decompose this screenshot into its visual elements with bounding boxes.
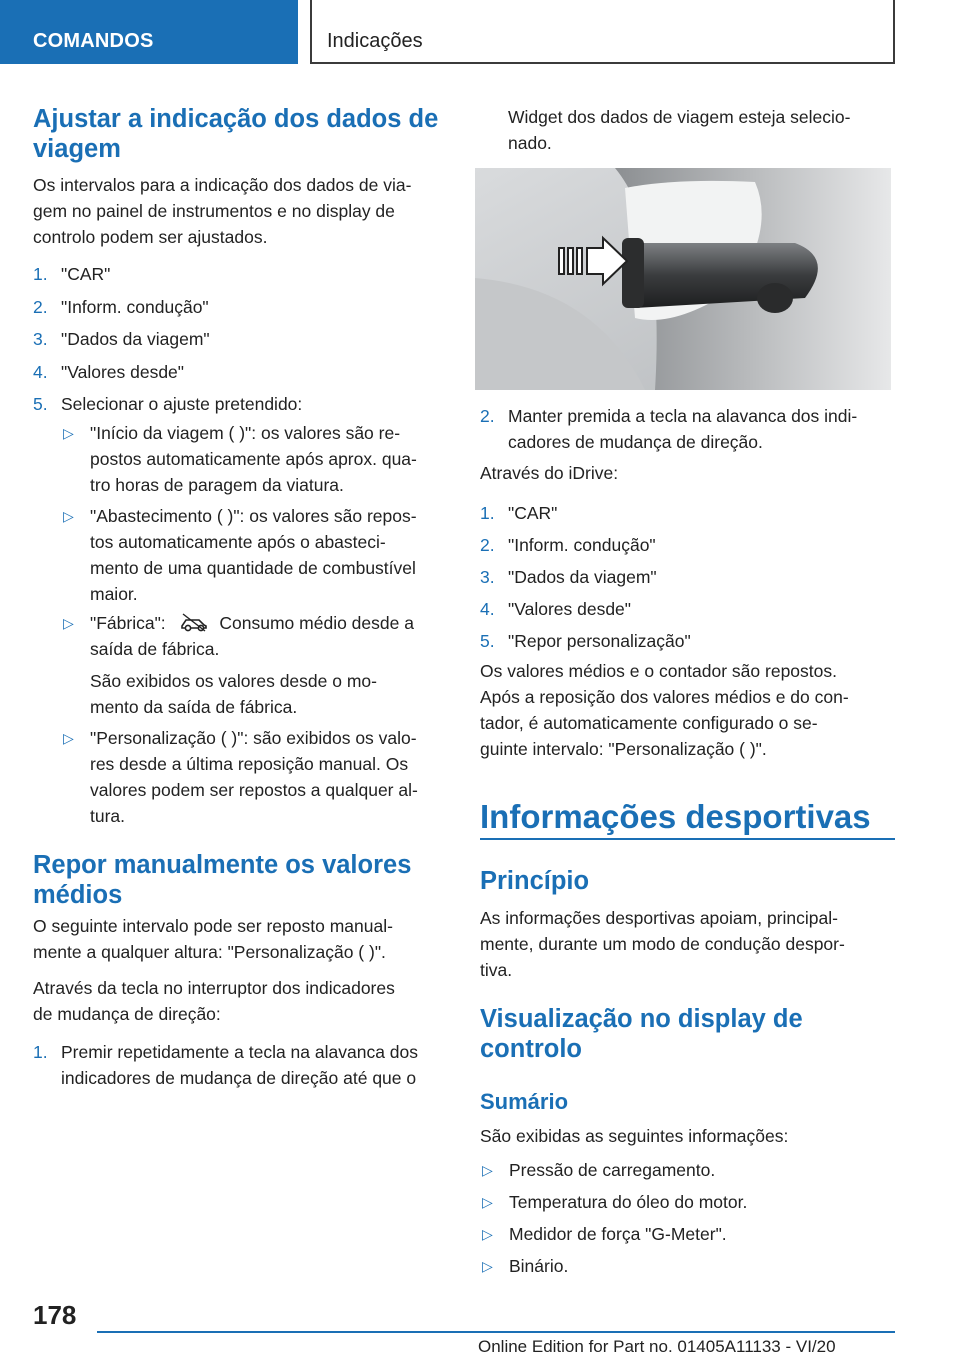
sumario-paragraph: São exibidas as seguintes informações: [480,1126,789,1146]
edition-note: Online Edition for Part no. 01405A11133 - VI/20 [478,1337,836,1356]
footer-rule [97,1331,895,1333]
heading-sport-info: Informações desportivas [480,798,871,835]
triangle-right-icon: ▷ [482,1194,493,1210]
heading-rule [480,838,895,840]
heading-repor: Repor manualmente os valores médios [33,851,412,909]
heading-adjust-trip-data: Ajustar a indicação dos dados de viagem [33,105,439,163]
list-item: 5. Selecionar o ajuste pretendido: [33,394,303,414]
intro-paragraph: Os intervalos para a indicação dos dados de via- gem no painel de instrumentos e no display de controlo podem ser ajustados. [33,175,412,247]
list-item: 1. Premir repetidamente a tecla na alavanca dos indicadores de mudança de direção até que o [33,1042,419,1088]
factory-car-icon [179,612,209,632]
triangle-right-icon: ▷ [482,1258,493,1274]
list-item: ▷ Temperatura do óleo do motor. [480,1186,900,1218]
continued-step: Widget dos dados de viagem esteja selecio- nado. [508,107,851,153]
sport-info-list [480,1154,900,1282]
repor-paragraph: O seguinte intervalo pode ser reposto manual- mente a qualquer altura: "Personalização ( )". [33,916,393,962]
list-item: 3. "Dados da viagem" [33,329,210,349]
idrive-steps-list [480,497,900,657]
chapter-tab [310,0,895,64]
page-number: 178 [33,1300,77,1330]
reset-paragraph: Os valores médios e o contador são repostos. Após a reposição dos valores médios e do con- tador, é automaticamente configurado o se- guinte intervalo: "Personalização ( )". [480,661,849,759]
triangle-right-icon: ▷ [63,730,74,746]
fabrica-note: São exibidos os valores desde o mo- mento da saída de fábrica. [90,671,377,717]
list-item: 3. "Dados da viagem" [480,567,657,587]
list-item: 2. "Inform. condução" [480,535,656,555]
list-item: 2. "Inform. condução" [33,296,209,317]
bullet-abastecimento: ▷ "Abastecimento ( )": os valores são repos- tos automaticamente após o abasteci- mento de uma quantidade de combustível maior. [33,503,453,607]
heading-visualizacao: Visualização no display de controlo [480,1005,803,1063]
steps-list [33,258,453,421]
triangle-right-icon: ▷ [63,615,74,631]
turn-signal-lever-photo [475,168,891,390]
triangle-right-icon: ▷ [63,508,74,524]
chapter-title: Indicações [327,30,423,52]
list-item: ▷ Pressão de carregamento. [480,1154,900,1186]
triangle-right-icon: ▷ [482,1162,493,1178]
tecla-paragraph: Através da tecla no interruptor dos indicadores de mudança de direção: [33,978,395,1024]
bullet-personalizacao: ▷ "Personalização ( )": são exibidos os valo- res desde a última reposição manual. Os valores podem ser repostos a qualquer al- tura. [33,725,453,829]
bullet-fabrica: ▷ "Fábrica": Consumo médio desde a saída de fábrica. [33,610,453,662]
list-item: 4. "Valores desde" [480,599,632,619]
list-item: ▷ Binário. [480,1250,900,1282]
list-item: 1. "CAR" [33,264,111,284]
triangle-right-icon: ▷ [482,1226,493,1242]
list-item: 2. Manter premida a tecla na alavanca dos indi- cadores de mudança de direção. [480,406,858,452]
bullet-inicio: ▷ "Início da viagem ( )": os valores são re- postos automaticamente após aprox. qua- tro horas de paragem da viatura. [33,420,453,498]
list-item: ▷ Medidor de força "G-Meter". [480,1218,900,1250]
idrive-label: Através do iDrive: [480,463,619,483]
principio-paragraph: As informações desportivas apoiam, principal- mente, durante um modo de condução despor- tiva. [480,908,845,980]
heading-principio: Princípio [480,867,590,895]
heading-sumario: Sumário [480,1089,569,1114]
section-tab [0,0,298,64]
list-item: 1. "CAR" [480,503,558,523]
list-item: 4. "Valores desde" [33,361,185,382]
triangle-right-icon: ▷ [63,425,74,441]
section-title: COMANDOS [33,30,154,52]
list-item: 5. "Repor personalização" [480,631,691,651]
